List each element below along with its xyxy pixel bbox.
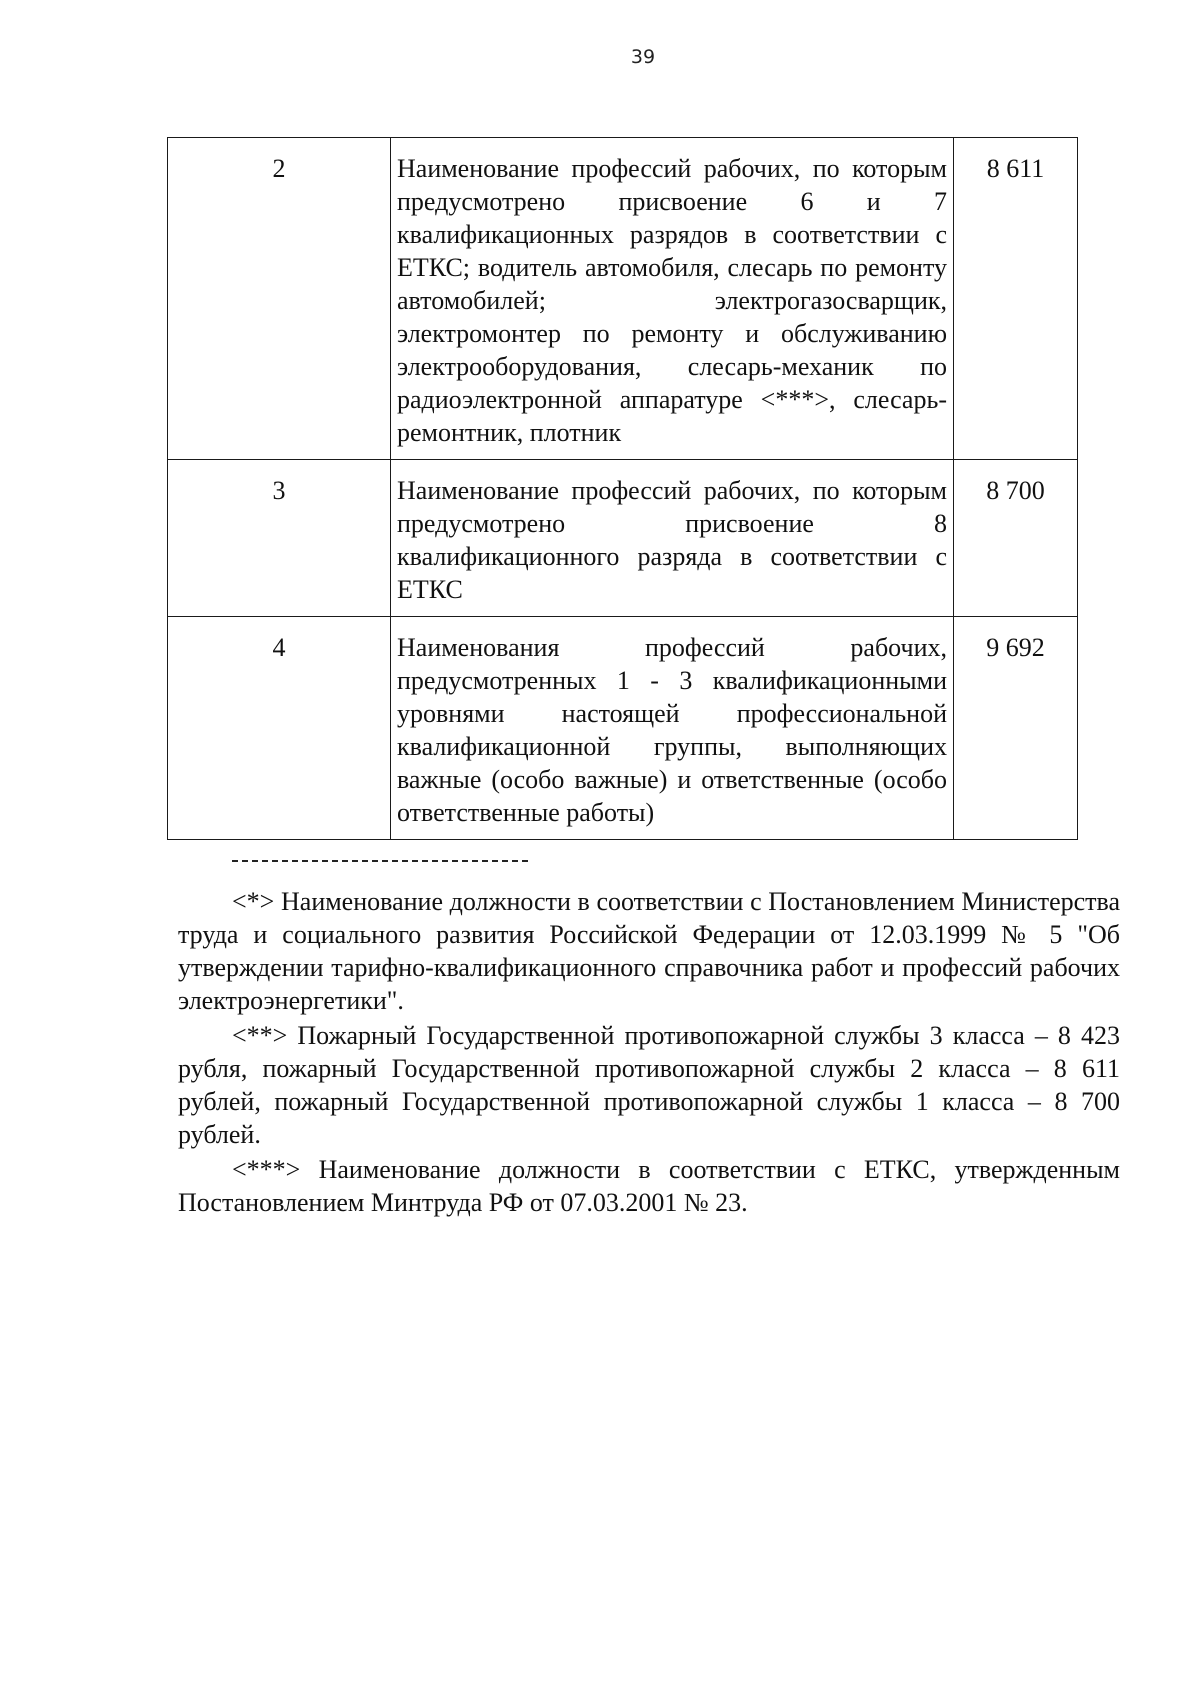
- row-value-cell: 9 692: [954, 617, 1078, 840]
- footnote-separator: [232, 860, 528, 862]
- row-value-cell: 8 700: [954, 460, 1078, 617]
- row-value-cell: 8 611: [954, 138, 1078, 460]
- row-description-cell: Наименования профессий рабочих, предусмотренных 1 - 3 квалификационными уровнями настоящей профессиональной квалификационной группы, выполняющих важные (особо важные) и ответственные (особо ответственные работы): [391, 617, 954, 840]
- row-description-cell: Наименование профессий рабочих, по которым предусмотрено присвоение 8 квалификационного разряда в соответствии с ЕТКС: [391, 460, 954, 617]
- qualification-table: [167, 137, 1078, 840]
- footnotes: [178, 885, 1120, 1221]
- row-number-cell: 3: [168, 460, 391, 617]
- row-number-cell: 4: [168, 617, 391, 840]
- table-row: [168, 460, 1078, 617]
- footnote-1: <*> Наименование должности в соответствии с Постановлением Министерства труда и социального развития Российской Федерации от 12.03.1999 № 5 "Об утверждении тарифно-квалификационного справочника работ и профессий рабочих электроэнергетики".: [178, 887, 1120, 1015]
- table-row: [168, 138, 1078, 460]
- table-row: [168, 617, 1078, 840]
- footnote-2: <**> Пожарный Государственной противопожарной службы 3 класса – 8 423 рубля, пожарный Государственной противопожарной службы 2 класса – 8 611 рублей, пожарный Государственной противопожарной службы 1 класса – 8 700 рублей.: [178, 1021, 1120, 1149]
- row-description-cell: Наименование профессий рабочих, по которым предусмотрено присвоение 6 и 7 квалификационных разрядов в соответствии с ЕТКС; водитель автомобиля, слесарь по ремонту автомобилей; электрогазосварщик, электромонтер по ремонту и обслуживанию электрооборудования, слесарь-механик по радиоэлектронной аппаратуре <***>, слесарь-ремонтник, плотник: [391, 138, 954, 460]
- footnote-3: <***> Наименование должности в соответствии с ЕТКС, утвержденным Постановлением Минтруда РФ от 07.03.2001 № 23.: [178, 1155, 1120, 1217]
- row-number-cell: 2: [168, 138, 391, 460]
- page-number: 39: [630, 46, 656, 68]
